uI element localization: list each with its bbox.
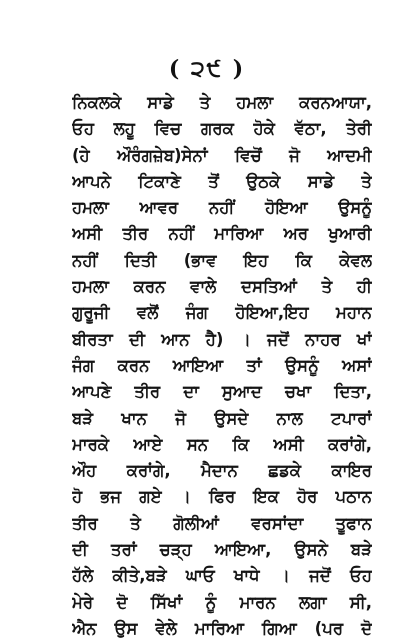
text-line: ਆਪਨੇ ਟਿਕਾਣੇ ਤੋਂ ਉਠਕੇ ਸਾਡੇ ਤੇ xyxy=(72,171,372,191)
text-line: ਹੋ ਭਜ ਗਏ । ਫਿਰ ਇਕ ਹੋਰ ਪਠਾਨ xyxy=(72,487,372,507)
text-line: ਗੁਰੂਜੀ ਵਲੋਂ ਜੰਗ ਹੋਇਆ,ਇਹ ਮਹਾਨ xyxy=(72,303,372,323)
text-line: ਜੰਗ ਕਰਨ ਆਇਆ ਤਾਂ ਉਸਨੂੰ ਅਸਾਂ xyxy=(72,355,372,375)
text-line: ਅਸੀ ਤੀਰ ਨਹੀਂ ਮਾਰਿਆ ਅਰ ਖੁਆਰੀ xyxy=(72,224,372,244)
text-line: ਆਪਣੇ ਤੀਰ ਦਾ ਸੁਆਦ ਚਖਾ ਦਿਤਾ, xyxy=(72,382,372,402)
body-text xyxy=(72,90,372,640)
page-number: ( ੨੯ ) xyxy=(168,56,246,82)
text-line: ਓਹ ਲਹੂ ਵਿਚ ਗਰਕ ਹੋਕੇ ਵੱਠਾ, ਤੇਰੀ xyxy=(72,119,372,139)
text-line: ਨਿਕਲਕੇ ਸਾਡੇ ਤੇ ਹਮਲਾ ਕਰਨਆਯਾ, xyxy=(72,93,372,112)
text-line: ਤੀਰ ਤੇ ਗੋਲੀਆਂ ਵਰਸਾਂਦਾ ਤੂਫਾਨ xyxy=(72,513,372,533)
text-line: ਮੇਰੇ ਦੋ ਸਿੱਖਾਂ ਨੂੰ ਮਾਰਨ ਲਗਾ ਸੀ, xyxy=(72,592,372,612)
text-line: ਬੜੇ ਖਾਨ ਜੋ ਉਸਦੇ ਨਾਲ ਟਪਾਰਾਂ xyxy=(72,408,372,428)
text-line: ਹੱਲੇ ਕੀਤੇ,ਬੜੇ ਘਾਓ ਖਾਧੇ । ਜਦੋਂ ਓਹ xyxy=(72,566,372,586)
text-line: ਨਹੀਂ ਦਿਤੀ (ਭਾਵ ਇਹ ਕਿ ਕੇਵਲ xyxy=(72,250,372,270)
text-line: ਔਹ ਕਰਾਂਗੇ, ਮੈਦਾਨ ਛਡਕੇ ਕਾਇਰ xyxy=(72,461,372,481)
text-line: ਹਮਲਾ ਆਵਰ ਨਹੀਂ ਹੋਇਆ ਉਸਨੂੰ xyxy=(72,198,372,218)
text-line: ਦੀ ਤਰਾਂ ਚੜ੍ਹ ਆਇਆ, ਉਸਨੇ ਬੜੇ xyxy=(72,540,372,560)
text-line: ਮਾਰਕੇ ਆਏ ਸਨ ਕਿ ਅਸੀ ਕਰਾਂਗੇ, xyxy=(72,434,372,454)
text-line: (ਹੇ ਔਰੰਗਜ਼ੇਬ)ਸੇਨਾਂ ਵਿਚੋਂ ਜੋ ਆਦਮੀ xyxy=(72,145,372,165)
text-line: ਐਨ ਉਸ ਵੇਲੇ ਮਾਰਿਆ ਗਿਆ (ਪਰ ਦੋ xyxy=(72,618,372,638)
text-line: ਹਮਲਾ ਕਰਨ ਵਾਲੇ ਦਸਤਿਆਂ ਤੇ ਹੀ xyxy=(72,277,372,297)
text-line: ਬੀਰਤਾ ਦੀ ਆਨ ਹੈ) । ਜਦੋਂ ਨਾਹਰ ਖਾਂ xyxy=(72,329,372,349)
